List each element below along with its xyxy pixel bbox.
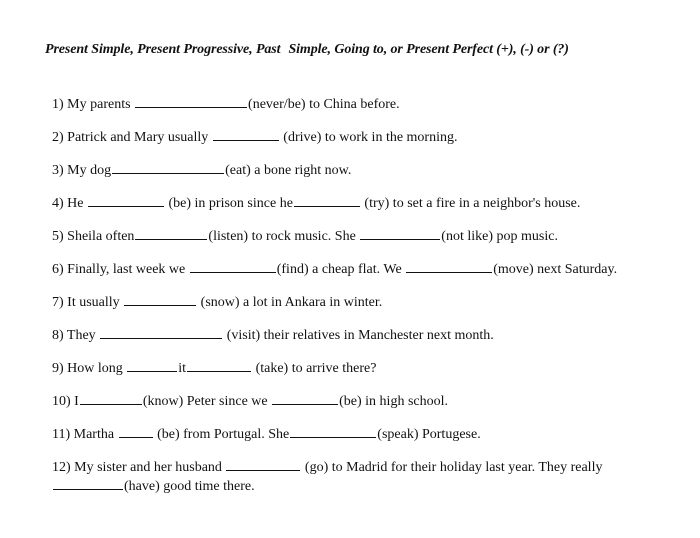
- item-5-blank-1[interactable]: [135, 226, 207, 240]
- exercise-item-9: [52, 358, 376, 378]
- item-5-text-a: 5) Sheila often: [52, 229, 135, 244]
- item-12-text-a: 12) My sister and her husband: [52, 460, 222, 475]
- item-4-text-b: (be) in prison since he: [168, 196, 293, 211]
- exercise-item-10: [52, 391, 448, 411]
- exercise-item-1: [52, 94, 400, 114]
- item-9-text-c: (take) to arrive there?: [255, 361, 377, 376]
- item-3-text-a: 3) My dog: [52, 163, 112, 178]
- exercise-item-2: [52, 127, 457, 147]
- exercise-item-4: [52, 193, 580, 213]
- item-10-blank-2[interactable]: [272, 391, 338, 405]
- exercise-item-7: [52, 292, 382, 312]
- item-7-blank-1[interactable]: [124, 292, 196, 306]
- item-12-text-b: (go) to Madrid for their holiday last year. They really: [304, 460, 603, 475]
- item-7-text-b: (snow) a lot in Ankara in winter.: [200, 295, 383, 310]
- item-8-text-a: 8) They: [52, 328, 96, 343]
- exercise-item-11: [52, 424, 481, 444]
- item-1-text-a: 1) My parents: [52, 97, 131, 112]
- item-3-text-b: (eat) a bone right now.: [225, 163, 352, 178]
- worksheet-title: [45, 42, 685, 58]
- item-9-blank-1[interactable]: [127, 358, 177, 372]
- item-6-text-b: (find) a cheap flat. We: [276, 262, 402, 277]
- item-2-blank-1[interactable]: [213, 127, 279, 141]
- item-6-text-a: 6) Finally, last week we: [52, 262, 186, 277]
- exercise-item-12-continued: [52, 476, 255, 496]
- item-5-text-c: (not like) pop music.: [441, 229, 558, 244]
- item-2-text-b: (drive) to work in the morning.: [283, 130, 458, 145]
- item-3-blank-1[interactable]: [112, 160, 224, 174]
- item-11-text-c: (speak) Portugese.: [377, 427, 481, 442]
- item-11-text-b: (be) from Portugal. She: [157, 427, 290, 442]
- item-4-blank-2[interactable]: [294, 193, 360, 207]
- item-11-blank-1[interactable]: [119, 424, 153, 438]
- item-4-text-a: 4) He: [52, 196, 84, 211]
- item-4-blank-1[interactable]: [88, 193, 164, 207]
- item-9-text-a: 9) How long: [52, 361, 123, 376]
- item-9-text-b: it: [178, 361, 187, 376]
- exercise-item-3: [52, 160, 351, 180]
- item-12-blank-1[interactable]: [226, 457, 300, 471]
- item-9-blank-2[interactable]: [187, 358, 251, 372]
- item-5-text-b: (listen) to rock music. She: [208, 229, 356, 244]
- item-7-text-a: 7) It usually: [52, 295, 120, 310]
- title-part-1: Present Simple, Present Progressive, Past: [45, 42, 281, 57]
- item-11-text-a: 11) Martha: [52, 427, 115, 442]
- item-6-blank-2[interactable]: [406, 259, 492, 273]
- item-10-text-c: (be) in high school.: [339, 394, 448, 409]
- exercise-item-6: [52, 259, 617, 279]
- exercise-item-12: [52, 457, 602, 477]
- item-1-blank-1[interactable]: [135, 94, 247, 108]
- exercise-item-5: [52, 226, 558, 246]
- exercise-item-8: [52, 325, 494, 345]
- item-2-text-a: 2) Patrick and Mary usually: [52, 130, 209, 145]
- title-part-2: Simple, Going to, or Present Perfect (+), (-) or (?): [288, 42, 569, 57]
- item-10-blank-1[interactable]: [80, 391, 142, 405]
- item-6-blank-1[interactable]: [190, 259, 276, 273]
- item-6-text-c: (move) next Saturday.: [493, 262, 618, 277]
- item-5-blank-2[interactable]: [360, 226, 440, 240]
- item-10-text-a: 10) I: [52, 394, 79, 409]
- item-12-text-c: (have) good time there.: [124, 479, 255, 494]
- item-10-text-b: (know) Peter since we: [142, 394, 268, 409]
- item-12-blank-2[interactable]: [53, 476, 123, 490]
- item-1-text-b: (never/be) to China before.: [248, 97, 400, 112]
- item-8-blank-1[interactable]: [100, 325, 222, 339]
- item-11-blank-2[interactable]: [290, 424, 376, 438]
- item-8-text-b: (visit) their relatives in Manchester next month.: [226, 328, 494, 343]
- item-4-text-c: (try) to set a fire in a neighbor's house.: [364, 196, 581, 211]
